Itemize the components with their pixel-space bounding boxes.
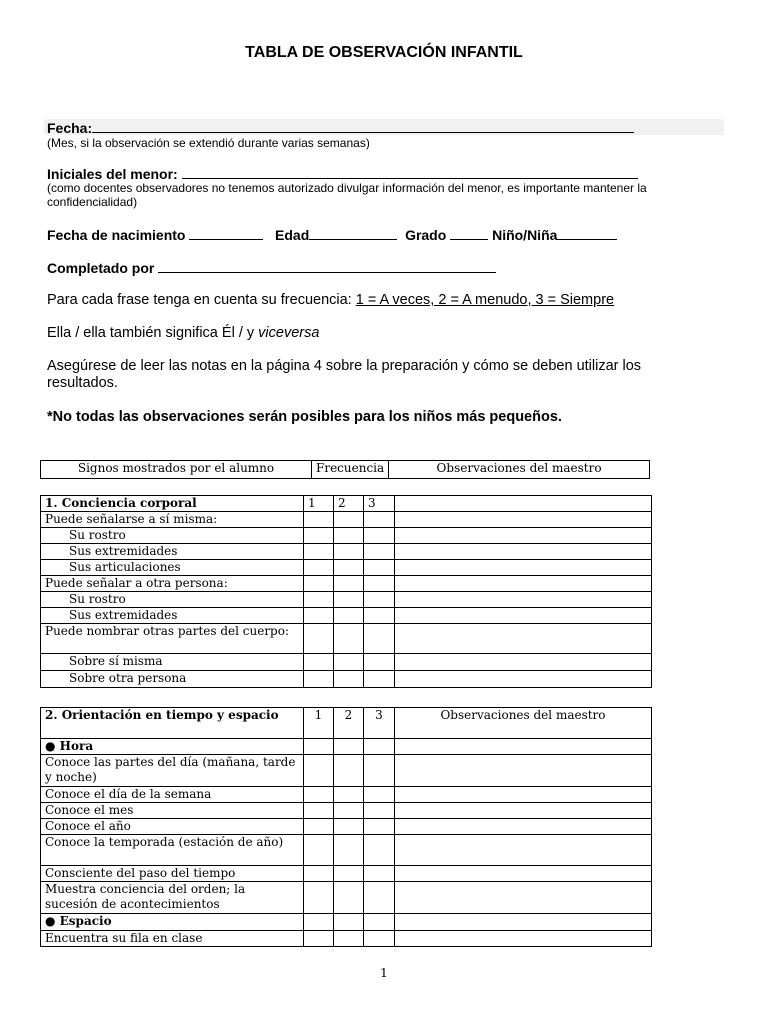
row-label: Encuentra su fila en clase [41,931,304,947]
edad-label: Edad [275,227,310,243]
row-label: Sobre sí misma [41,654,304,671]
obs-cell[interactable] [395,739,652,755]
freq-cell[interactable] [364,544,395,560]
row-label: Sus extremidades [41,544,304,560]
section2-col-3: 3 [364,708,395,739]
table-row [41,739,652,755]
row-label: ● Espacio [41,914,304,931]
freq-cell[interactable] [364,576,395,592]
freq-cell[interactable] [334,608,364,624]
obs-cell[interactable] [395,512,652,528]
nota-ninos: *No todas las observaciones serán posibles para los niños más pequeños. [47,409,562,425]
freq-cell[interactable] [334,654,364,671]
header-col-signos: Signos mostrados por el alumno [41,461,312,479]
section2-heading: 2. Orientación en tiempo y espacio [41,708,304,739]
completado-label: Completado por [47,260,155,276]
obs-cell[interactable] [395,592,652,608]
row-label: Conoce la temporada (estación de año) [41,835,304,866]
freq-cell[interactable] [364,624,395,654]
completado-field[interactable] [158,259,496,273]
completado-row [47,259,496,276]
freq-cell[interactable] [334,544,364,560]
freq-cell[interactable] [304,931,334,947]
freq-cell[interactable] [364,528,395,544]
freq-cell[interactable] [334,866,364,882]
freq-cell[interactable] [334,560,364,576]
freq-cell[interactable] [334,931,364,947]
header-table [40,460,650,479]
table-row [41,512,652,528]
table-row [41,819,652,835]
birth-row [47,226,617,243]
section2-obs-header: Observaciones del maestro [395,708,652,739]
section1-table [40,495,652,688]
row-label: Muestra conciencia del orden; la sucesión de acontecimientos [41,882,304,914]
freq-cell[interactable] [364,608,395,624]
freq-cell[interactable] [304,544,334,560]
obs-cell[interactable] [395,671,652,688]
row-label: Puede nombrar otras partes del cuerpo: [41,624,304,654]
freq-cell[interactable] [304,803,334,819]
freq-cell[interactable] [304,512,334,528]
freq-cell[interactable] [304,671,334,688]
section1-col-3: 3 [364,496,395,512]
frecuencia-lead: Para cada frase tenga en cuenta su frecuencia: [47,292,356,308]
fecha-note: (Mes, si la observación se extendió durante varias semanas) [47,136,370,150]
freq-cell[interactable] [304,819,334,835]
obs-cell[interactable] [395,787,652,803]
freq-cell[interactable] [334,914,364,931]
table-row [41,803,652,819]
fecha-nacimiento-field[interactable] [189,226,263,240]
freq-cell[interactable] [304,866,334,882]
table-row [41,608,652,624]
row-label: Su rostro [41,528,304,544]
freq-cell[interactable] [304,914,334,931]
row-label: Consciente del paso del tiempo [41,866,304,882]
obs-cell[interactable] [395,560,652,576]
row-label: Conoce el año [41,819,304,835]
freq-cell[interactable] [364,931,395,947]
freq-cell[interactable] [304,835,334,866]
row-label: Sobre otra persona [41,671,304,688]
freq-cell[interactable] [364,512,395,528]
freq-cell[interactable] [304,560,334,576]
row-label: Sus extremidades [41,608,304,624]
freq-cell[interactable] [364,819,395,835]
section2-table [40,707,652,947]
section1-heading: 1. Conciencia corporal [41,496,304,512]
table-row [41,671,652,688]
frecuencia-line [47,292,697,309]
freq-cell[interactable] [334,819,364,835]
row-label: ● Hora [41,739,304,755]
row-label: Puede señalar a otra persona: [41,576,304,592]
table-row [41,560,652,576]
table-row [41,835,652,866]
obs-cell[interactable] [395,914,652,931]
freq-cell[interactable] [304,624,334,654]
table-row [41,654,652,671]
freq-cell[interactable] [364,803,395,819]
obs-cell[interactable] [395,819,652,835]
obs-cell[interactable] [395,835,652,866]
page-number: 1 [380,966,388,980]
header-col-frecuencia: Frecuencia [312,461,389,479]
iniciales-field[interactable] [182,165,638,179]
freq-cell[interactable] [364,739,395,755]
section1-col-1: 1 [304,496,334,512]
freq-cell[interactable] [364,882,395,914]
obs-cell[interactable] [395,866,652,882]
section1-heading-row [41,496,652,512]
freq-cell[interactable] [334,835,364,866]
table-row [41,882,652,914]
fecha-nacimiento-label: Fecha de nacimiento [47,227,186,243]
freq-cell[interactable] [334,803,364,819]
freq-cell[interactable] [334,755,364,787]
table-row [41,592,652,608]
row-label: Conoce las partes del día (mañana, tarde y noche) [41,755,304,787]
fecha-field[interactable] [92,119,634,133]
obs-cell[interactable] [395,624,652,654]
freq-cell[interactable] [334,576,364,592]
obs-cell[interactable] [395,882,652,914]
obs-cell[interactable] [395,654,652,671]
freq-cell[interactable] [334,592,364,608]
freq-cell[interactable] [334,739,364,755]
freq-cell[interactable] [364,560,395,576]
table-row [41,787,652,803]
nino-field[interactable] [557,226,617,240]
grado-label: Grado [405,227,447,243]
table-row [41,866,652,882]
freq-cell[interactable] [304,528,334,544]
section2-col-1: 1 [304,708,334,739]
ella-text: Ella / ella también significa Él / y [47,325,259,341]
freq-cell[interactable] [364,787,395,803]
freq-cell[interactable] [304,787,334,803]
freq-cell[interactable] [334,671,364,688]
row-label: Su rostro [41,592,304,608]
freq-cell[interactable] [364,592,395,608]
freq-cell[interactable] [304,608,334,624]
grado-field[interactable] [450,226,488,240]
table-row [41,544,652,560]
notas-paragraph: Asegúrese de leer las notas en la página 4 sobre la preparación y cómo se deben utilizar los resultados. [47,358,642,391]
section2-col-2: 2 [334,708,364,739]
table-row [41,755,652,787]
section1-col-2: 2 [334,496,364,512]
freq-cell[interactable] [364,835,395,866]
fecha-row [47,119,634,136]
obs-cell[interactable] [395,608,652,624]
ella-italic: viceversa [258,325,320,341]
table-row [41,576,652,592]
section2-heading-row [41,708,652,739]
nino-label: Niño/Niña [492,227,558,243]
header-row [41,461,650,479]
obs-cell[interactable] [395,755,652,787]
iniciales-note: (como docentes observadores no tenemos autorizado divulgar información del menor, es importante mantener la confidencialidad) [47,181,647,209]
freq-cell[interactable] [334,882,364,914]
iniciales-label: Iniciales del menor: [47,166,178,182]
freq-cell[interactable] [334,787,364,803]
freq-cell[interactable] [334,624,364,654]
table-row [41,931,652,947]
table-row [41,528,652,544]
section1-obs-header [395,496,652,512]
iniciales-row [47,165,638,182]
frecuencia-scale: 1 = A veces, 2 = A menudo, 3 = Siempre [355,292,615,308]
freq-cell[interactable] [334,512,364,528]
obs-cell[interactable] [395,576,652,592]
obs-cell[interactable] [395,931,652,947]
table-row [41,624,652,654]
table-row [41,914,652,931]
row-label: Puede señalarse a sí misma: [41,512,304,528]
freq-cell[interactable] [304,739,334,755]
page-title: TABLA DE OBSERVACIÓN INFANTIL [245,44,523,61]
freq-cell[interactable] [334,528,364,544]
freq-cell[interactable] [364,866,395,882]
freq-cell[interactable] [364,671,395,688]
freq-cell[interactable] [304,882,334,914]
obs-cell[interactable] [395,544,652,560]
freq-cell[interactable] [364,654,395,671]
row-label: Conoce el día de la semana [41,787,304,803]
fecha-label: Fecha: [47,120,93,136]
obs-cell[interactable] [395,803,652,819]
freq-cell[interactable] [304,592,334,608]
row-label: Sus articulaciones [41,560,304,576]
row-label: Conoce el mes [41,803,304,819]
freq-cell[interactable] [364,755,395,787]
freq-cell[interactable] [304,755,334,787]
freq-cell[interactable] [304,654,334,671]
obs-cell[interactable] [395,528,652,544]
freq-cell[interactable] [364,914,395,931]
ella-line [47,325,697,342]
freq-cell[interactable] [304,576,334,592]
edad-field[interactable] [309,226,397,240]
header-col-observaciones: Observaciones del maestro [389,461,650,479]
